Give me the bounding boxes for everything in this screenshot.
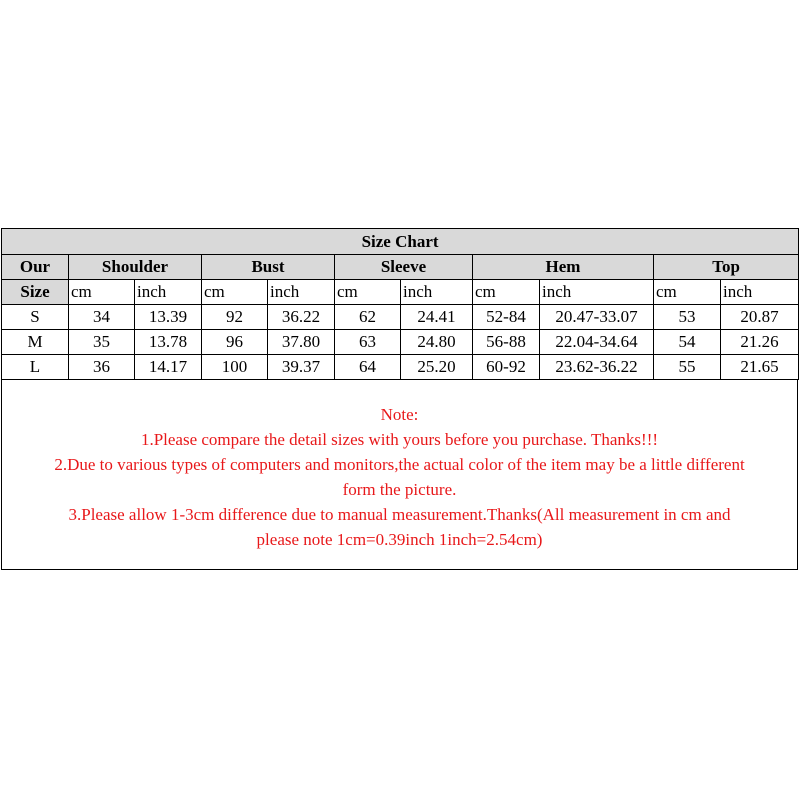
column-header-top: Top [654, 255, 799, 280]
column-header-sleeve: Sleeve [335, 255, 473, 280]
table-row [2, 305, 799, 330]
unit-cm: cm [69, 280, 135, 305]
table-cell: 64 [335, 355, 401, 380]
table-cell: 63 [335, 330, 401, 355]
unit-inch: inch [721, 280, 799, 305]
table-cell: 20.87 [721, 305, 799, 330]
table-cell: 62 [335, 305, 401, 330]
table-cell: 24.80 [401, 330, 473, 355]
our-label: Our [2, 255, 69, 280]
table-cell: 52-84 [473, 305, 540, 330]
table-cell: 100 [202, 355, 268, 380]
table-cell: 53 [654, 305, 721, 330]
unit-cm: cm [202, 280, 268, 305]
table-cell: 22.04-34.64 [540, 330, 654, 355]
unit-inch: inch [135, 280, 202, 305]
chart-title: Size Chart [2, 229, 799, 255]
table-cell: 55 [654, 355, 721, 380]
note-heading: Note: [380, 405, 419, 424]
table-cell: 96 [202, 330, 268, 355]
column-header-hem: Hem [473, 255, 654, 280]
table-cell: 20.47-33.07 [540, 305, 654, 330]
table-cell: 21.65 [721, 355, 799, 380]
note-line-2b: form the picture. [342, 480, 457, 499]
table-row [2, 355, 799, 380]
table-cell: 92 [202, 305, 268, 330]
note-line-1: 1.Please compare the detail sizes with yours before you purchase. Thanks!!! [140, 430, 659, 449]
unit-cm: cm [654, 280, 721, 305]
table-cell: 25.20 [401, 355, 473, 380]
table-cell: 36.22 [268, 305, 335, 330]
note-box [1, 380, 798, 570]
unit-inch: inch [540, 280, 654, 305]
column-header-shoulder: Shoulder [69, 255, 202, 280]
table-cell: 54 [654, 330, 721, 355]
unit-row [2, 280, 799, 305]
table-row [2, 330, 799, 355]
note-line-2a: 2.Due to various types of computers and monitors,the actual color of the item may be a little different [54, 455, 745, 474]
unit-cm: cm [335, 280, 401, 305]
title-row [2, 229, 799, 255]
table-cell: 60-92 [473, 355, 540, 380]
column-header-bust: Bust [202, 255, 335, 280]
unit-inch: inch [401, 280, 473, 305]
note-line-3a: 3.Please allow 1-3cm difference due to manual measurement.Thanks(All measurement in cm and [68, 505, 731, 524]
row-size: L [2, 355, 69, 380]
table-cell: 34 [69, 305, 135, 330]
table-cell: 13.39 [135, 305, 202, 330]
unit-inch: inch [268, 280, 335, 305]
table-cell: 23.62-36.22 [540, 355, 654, 380]
table-cell: 24.41 [401, 305, 473, 330]
note-line-3b: please note 1cm=0.39inch 1inch=2.54cm) [256, 530, 543, 549]
table-cell: 13.78 [135, 330, 202, 355]
header-row [2, 255, 799, 280]
unit-cm: cm [473, 280, 540, 305]
size-label: Size [2, 280, 69, 305]
table-cell: 36 [69, 355, 135, 380]
row-size: M [2, 330, 69, 355]
row-size: S [2, 305, 69, 330]
table-cell: 56-88 [473, 330, 540, 355]
size-chart-table [1, 228, 799, 380]
table-cell: 37.80 [268, 330, 335, 355]
size-chart [1, 228, 798, 570]
table-cell: 35 [69, 330, 135, 355]
table-cell: 39.37 [268, 355, 335, 380]
table-cell: 14.17 [135, 355, 202, 380]
table-cell: 21.26 [721, 330, 799, 355]
